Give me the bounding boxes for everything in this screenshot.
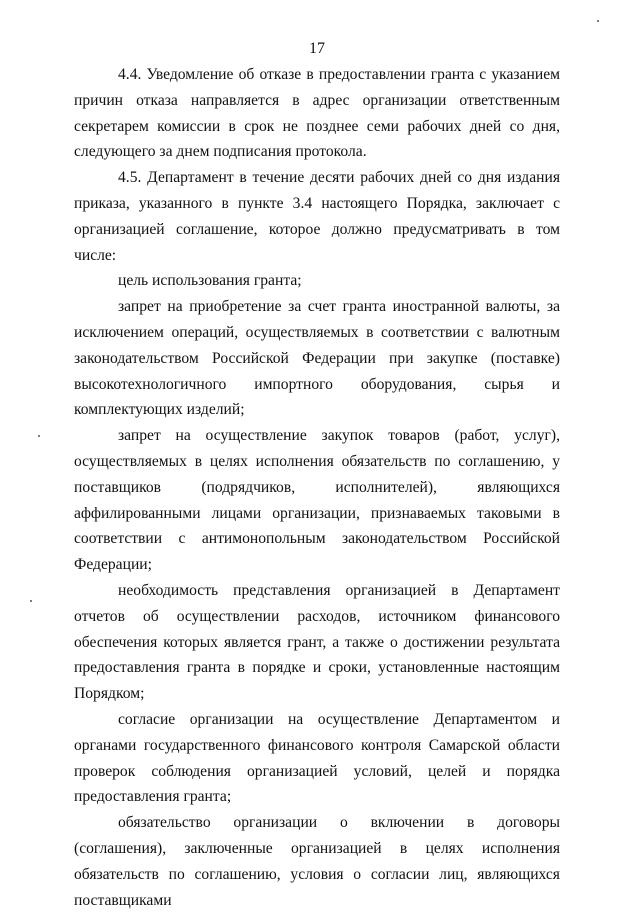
paragraph-4-4: 4.4. Уведомление об отказе в предоставлении гранта с указанием причин отказа направляется в адрес организации ответственным секретарем комиссии в срок не позднее семи рабочих дней со дня, следующего за днем подписания протокола. bbox=[74, 66, 560, 161]
paragraph-audit-consent: согласие организации на осуществление Департаментом и органами государственного финансового контроля Самарской области проверок соблюдения организацией условий, целей и порядка предоставления гранта; bbox=[74, 710, 560, 806]
scan-speck bbox=[38, 435, 40, 437]
paragraph-contract-obligation: обязательство организации о включении в договоры (соглашения), заключенные организацией в целях исполнения обязательств по соглашению, условия о согласии лиц, являющихся поставщиками bbox=[74, 814, 560, 909]
page-number: 17 bbox=[309, 40, 325, 57]
document-body bbox=[74, 62, 560, 913]
scan-speck bbox=[30, 600, 32, 602]
paragraph-reporting: необходимость представления организацией в Департамент отчетов об осуществлении расходов, источником финансового обеспечения которых является грант, а также о достижении результата предоставления гранта в порядке и сроки, установленные настоящим Порядком; bbox=[74, 581, 560, 703]
paragraph-goal: цель использования гранта; bbox=[118, 272, 302, 290]
paragraph-procurement-ban: запрет на осуществление закупок товаров (работ, услуг), осуществляемых в целях исполнения обязательств по соглашению, у поставщиков (подрядчиков, исполнителей), являющихся аффилированными лицами организации, признаваемых таковыми в соответствии с антимонопольным законодательством Российской Федерации; bbox=[74, 427, 560, 574]
paragraph-currency-ban: запрет на приобретение за счет гранта иностранной валюты, за исключением операций, осуществляемых в соответствии с валютным законодательством Российской Федерации при закупке (поставке) высокотехнологичного импортного оборудования, сырья и комплектующих изделий; bbox=[74, 298, 560, 419]
paragraph-4-5: 4.5. Департамент в течение десяти рабочих дней со дня издания приказа, указанного в пункте 3.4 настоящего Порядка, заключает с организацией соглашение, которое должно предусматривать в том числе: bbox=[74, 169, 560, 264]
scan-speck bbox=[597, 20, 599, 22]
